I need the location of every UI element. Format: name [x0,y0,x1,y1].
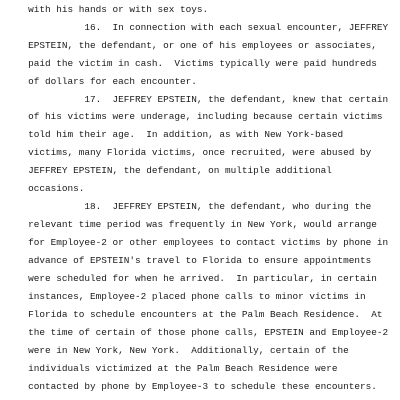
text-line: occasions. [0,183,85,194]
text-line: with his hands or with sex toys. [0,4,209,15]
text-line: told him their age. In addition, as with New York-based [0,129,344,140]
text-line: individuals victimized at the Palm Beach Residence were [0,363,338,374]
text-line: 17. JEFFREY EPSTEIN, the defendant, knew that certain [0,94,389,105]
text-line: 16. In connection with each sexual encounter, JEFFREY [0,22,389,33]
text-line: were in New York, New York. Additionally, certain of the [0,345,349,356]
text-line: EPSTEIN, the defendant, or one of his employees or associates, [0,40,377,51]
text-line: of his victims were underage, including because certain victims [0,111,383,122]
text-line: were scheduled for when he arrived. In particular, in certain [0,273,377,284]
text-line: of dollars for each encounter. [0,76,197,87]
text-line: 18. JEFFREY EPSTEIN, the defendant, who during the [0,201,372,212]
text-line: paid the victim in cash. Victims typically were paid hundreds [0,58,377,69]
text-line: for Employee-2 or other employees to contact victims by phone in [0,237,389,248]
text-line: relevant time period was frequently in New York, would arrange [0,219,377,230]
text-line: Florida to schedule encounters at the Palm Beach Residence. At [0,309,383,320]
text-line: the time of certain of those phone calls, EPSTEIN and Employee-2 [0,327,389,338]
text-line: instances, Employee-2 placed phone calls to minor victims in [0,291,366,302]
text-line: JEFFREY EPSTEIN, the defendant, on multiple additional [0,165,332,176]
text-line: victims, many Florida victims, once recruited, were abused by [0,147,372,158]
text-line: contacted by phone by Employee-3 to schedule these encounters. [0,381,377,392]
text-line: advance of EPSTEIN's travel to Florida to ensure appointments [0,255,372,266]
